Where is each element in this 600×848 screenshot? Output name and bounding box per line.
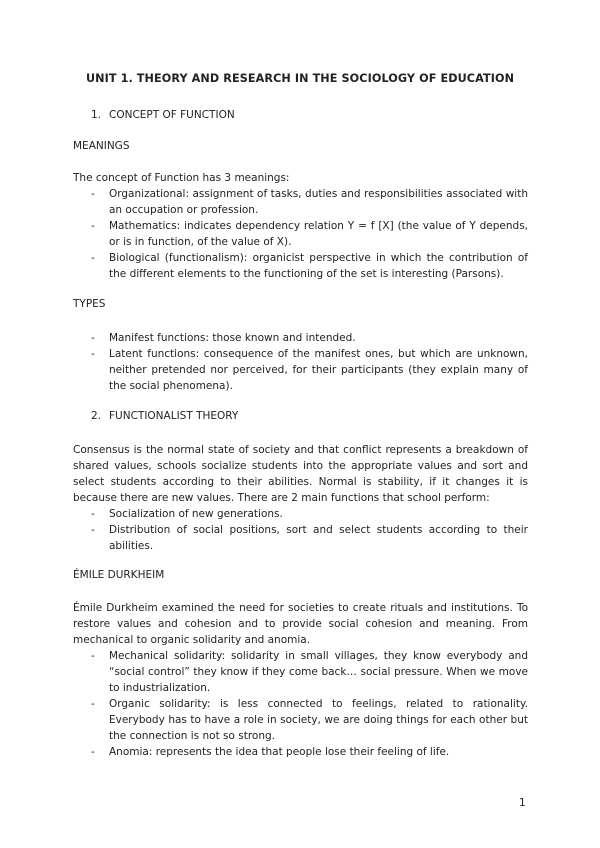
list-item: - Anomia: represents the idea that people lose their feeling of life. [91, 744, 528, 760]
page-number: 1 [519, 797, 526, 809]
list-item: - Organizational: assignment of tasks, duties and responsibilities associated with an occupation or profession. [91, 186, 528, 218]
functionalist-paragraph: Consensus is the normal state of society and that conflict represents a breakdown of shared values, schools socialize students into the appropriate values and sort and select students according to their abilities. Normal is stability, if it changes it is because there are new values. There are 2 main functions that school perform: [73, 444, 528, 504]
types-heading: TYPES [73, 298, 106, 310]
list-item: - Mathematics: indicates dependency relation Y = f [X] (the value of Y depends, or is in function, of the value of X). [91, 218, 528, 250]
section-1-heading [91, 109, 235, 121]
list-item: - Mechanical solidarity: solidarity in small villages, they know everybody and “social control” they know if they come back… social pressure. When we move to industrialization. [91, 648, 528, 696]
document-title: UNIT 1. THEORY AND RESEARCH IN THE SOCIOLOGY OF EDUCATION [85, 72, 515, 85]
section-2-heading [91, 410, 238, 422]
types-list [91, 330, 528, 394]
section-1-number: 1. [91, 109, 102, 121]
section-2-title: FUNCTIONALIST THEORY [109, 410, 239, 422]
list-item: - Socialization of new generations. [91, 506, 528, 522]
durkheim-paragraph: Émile Durkheim examined the need for societies to create rituals and institutions. To restore values and cohesion and to provide social cohesion and meaning. From mechanical to organic solidarity and anomia. [73, 602, 528, 646]
meanings-intro: The concept of Function has 3 meanings: [73, 172, 290, 184]
meanings-list [91, 186, 528, 282]
school-functions-list [91, 506, 528, 554]
list-item: - Distribution of social positions, sort and select students according to their abilities. [91, 522, 528, 554]
section-2-number: 2. [91, 410, 102, 422]
durkheim-heading: ÉMILE DURKHEIM [73, 569, 165, 581]
list-item: - Organic solidarity: is less connected to feelings, related to rationality. Everybody has to have a role in society, we are doing things for each other but the connection is not so strong. [91, 696, 528, 744]
list-item: - Biological (functionalism): organicist perspective in which the contribution of the different elements to the functioning of the set is interesting (Parsons). [91, 250, 528, 282]
meanings-heading: MEANINGS [73, 140, 130, 152]
section-1-title: CONCEPT OF FUNCTION [109, 109, 235, 121]
durkheim-list [91, 648, 528, 760]
list-item: - Manifest functions: those known and intended. [91, 330, 528, 346]
list-item: - Latent functions: consequence of the manifest ones, but which are unknown, neither pretended nor perceived, for their participants (they explain many of the social phenomena). [91, 346, 528, 394]
